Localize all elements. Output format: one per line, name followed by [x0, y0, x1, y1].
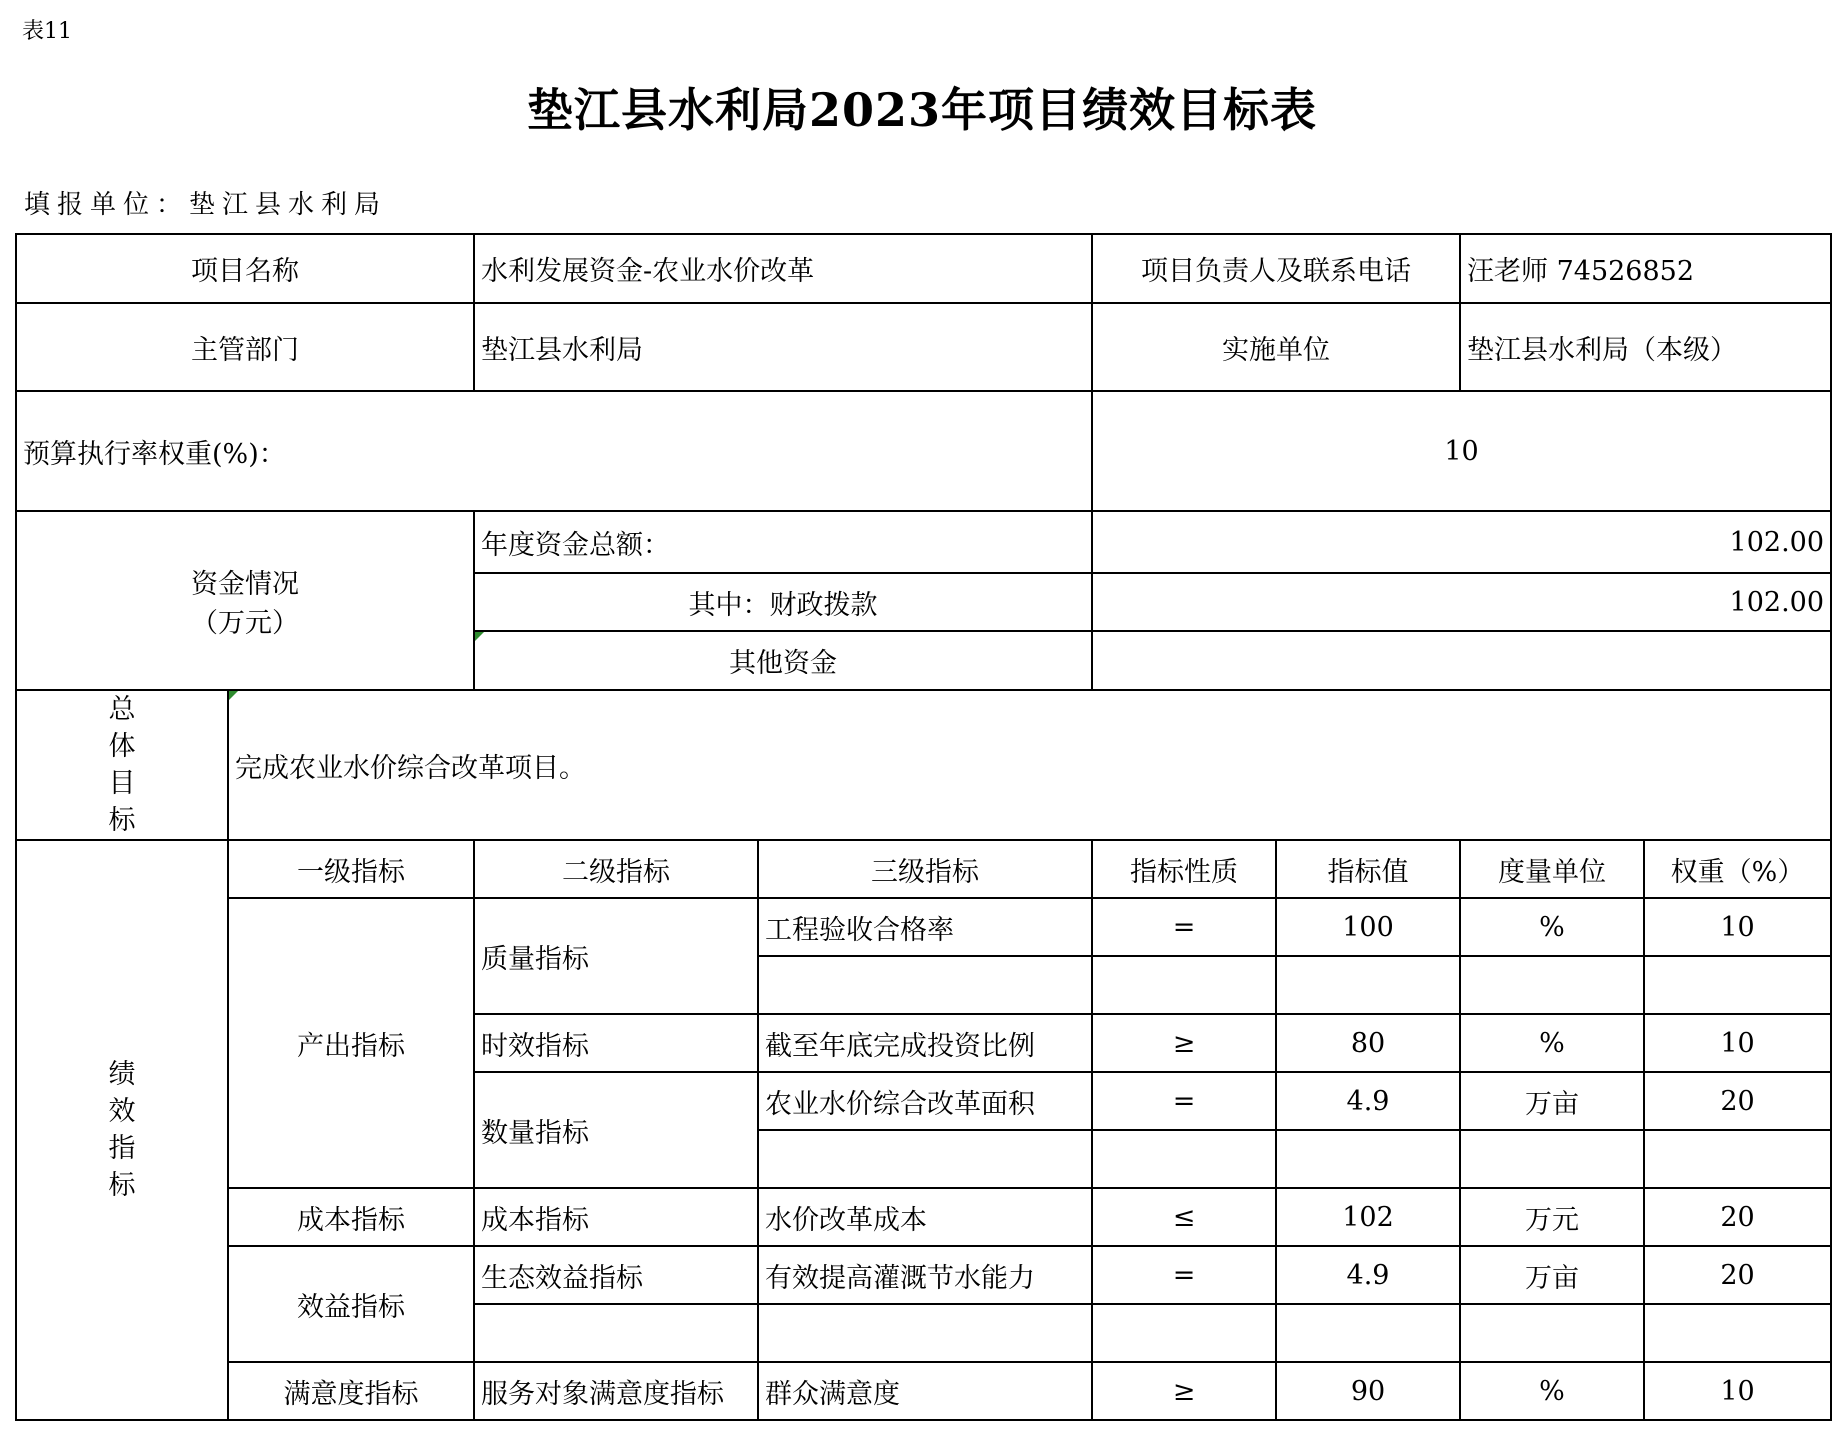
indicator-nature: ≥	[1092, 1014, 1276, 1072]
annual-total-label: 年度资金总额：	[474, 511, 1092, 573]
funds-total-row	[16, 511, 1831, 573]
budget-weight-row	[16, 391, 1831, 511]
fiscal-label: 其中：财政拨款	[474, 573, 1092, 631]
goal-label-char: 体	[108, 731, 136, 762]
indicator-value	[1276, 956, 1460, 1014]
header-unit: 度量单位	[1460, 840, 1644, 898]
table-row	[16, 898, 1831, 956]
level2-timeliness: 时效指标	[474, 1014, 758, 1072]
indicator-value	[1276, 1130, 1460, 1188]
project-name-row	[16, 234, 1831, 303]
goal-text: 完成农业水价综合改革项目。	[228, 690, 1831, 840]
header-level2: 二级指标	[474, 840, 758, 898]
header-nature: 指标性质	[1092, 840, 1276, 898]
header-level3: 三级指标	[758, 840, 1092, 898]
table-row	[16, 1246, 1831, 1304]
indicator-name: 农业水价综合改革面积	[758, 1072, 1092, 1130]
indicators-label	[16, 840, 228, 1420]
indicator-value: 4.9	[1276, 1246, 1460, 1304]
indicator-value: 102	[1276, 1188, 1460, 1246]
indicator-weight: 10	[1644, 1362, 1831, 1420]
indicator-unit	[1460, 1130, 1644, 1188]
indicator-name: 工程验收合格率	[758, 898, 1092, 956]
level1-cost: 成本指标	[228, 1188, 474, 1246]
contact-label: 项目负责人及联系电话	[1092, 234, 1460, 303]
indicator-nature: =	[1092, 1246, 1276, 1304]
indicator-weight	[1644, 1304, 1831, 1362]
level2-cost: 成本指标	[474, 1188, 758, 1246]
indicator-nature	[1092, 1130, 1276, 1188]
indicator-unit: 万元	[1460, 1188, 1644, 1246]
other-funds-value	[1092, 631, 1831, 690]
funds-label-line2: （万元）	[191, 607, 299, 639]
indicator-unit: %	[1460, 1014, 1644, 1072]
indicators-label-char: 标	[108, 1170, 136, 1201]
level2-quality: 质量指标	[474, 898, 758, 1014]
indicator-nature: ≥	[1092, 1362, 1276, 1420]
indicator-value: 4.9	[1276, 1072, 1460, 1130]
header-weight: 权重（%）	[1644, 840, 1831, 898]
impl-label: 实施单位	[1092, 303, 1460, 391]
indicator-value: 90	[1276, 1362, 1460, 1420]
indicator-unit: 万亩	[1460, 1246, 1644, 1304]
indicator-header-row	[16, 840, 1831, 898]
indicator-unit: %	[1460, 1362, 1644, 1420]
indicator-name: 水价改革成本	[758, 1188, 1092, 1246]
indicator-name	[758, 956, 1092, 1014]
indicator-weight	[1644, 956, 1831, 1014]
impl-value: 垫江县水利局（本级）	[1460, 303, 1831, 391]
indicator-weight: 20	[1644, 1072, 1831, 1130]
header-value: 指标值	[1276, 840, 1460, 898]
indicator-weight: 10	[1644, 1014, 1831, 1072]
indicator-name	[758, 1304, 1092, 1362]
indicator-value	[1276, 1304, 1460, 1362]
department-row	[16, 303, 1831, 391]
indicator-value: 80	[1276, 1014, 1460, 1072]
table-row	[16, 1188, 1831, 1246]
level2-empty	[474, 1304, 758, 1362]
header-level1: 一级指标	[228, 840, 474, 898]
funds-label-line1: 资金情况	[191, 568, 299, 600]
indicator-nature: =	[1092, 898, 1276, 956]
indicator-nature: =	[1092, 1072, 1276, 1130]
indicators-label-char: 绩	[108, 1059, 136, 1090]
indicator-unit: 万亩	[1460, 1072, 1644, 1130]
other-funds-label: 其他资金	[474, 631, 1092, 690]
dept-value: 垫江县水利局	[474, 303, 1092, 391]
indicator-unit	[1460, 1304, 1644, 1362]
table-row	[16, 1362, 1831, 1420]
indicator-weight: 20	[1644, 1246, 1831, 1304]
budget-weight-value: 10	[1092, 391, 1831, 511]
indicator-weight	[1644, 1130, 1831, 1188]
document-title: 垫江县水利局2023年项目绩效目标表	[526, 83, 1318, 137]
level1-benefit: 效益指标	[228, 1246, 474, 1362]
dept-label: 主管部门	[16, 303, 474, 391]
indicator-name: 有效提高灌溉节水能力	[758, 1246, 1092, 1304]
goal-label-char: 目	[108, 768, 136, 799]
goal-label-char: 总	[108, 694, 136, 725]
project-name-value: 水利发展资金-农业水价改革	[474, 234, 1092, 303]
reporting-unit: 填报单位：垫江县水利局	[24, 190, 388, 220]
indicator-weight: 20	[1644, 1188, 1831, 1246]
table-number: 表11	[22, 19, 72, 44]
level2-ecology: 生态效益指标	[474, 1246, 758, 1304]
fiscal-value: 102.00	[1092, 573, 1831, 631]
indicator-nature	[1092, 1304, 1276, 1362]
performance-table	[15, 233, 1832, 1421]
indicator-unit	[1460, 956, 1644, 1014]
indicator-unit: %	[1460, 898, 1644, 956]
indicator-nature: ≤	[1092, 1188, 1276, 1246]
indicator-nature	[1092, 956, 1276, 1014]
level1-satisfaction: 满意度指标	[228, 1362, 474, 1420]
level1-output: 产出指标	[228, 898, 474, 1188]
goal-label	[16, 690, 228, 840]
indicator-name: 截至年底完成投资比例	[758, 1014, 1092, 1072]
annual-total-value: 102.00	[1092, 511, 1831, 573]
contact-value: 汪老师 74526852	[1460, 234, 1831, 303]
budget-weight-label: 预算执行率权重(%)：	[16, 391, 1092, 511]
indicators-label-char: 指	[108, 1133, 136, 1164]
project-name-label: 项目名称	[16, 234, 474, 303]
funds-label	[16, 511, 474, 690]
indicators-label-char: 效	[108, 1096, 136, 1127]
level2-quantity: 数量指标	[474, 1072, 758, 1188]
goal-row	[16, 690, 1831, 840]
indicator-name: 群众满意度	[758, 1362, 1092, 1420]
indicator-weight: 10	[1644, 898, 1831, 956]
goal-label-char: 标	[108, 805, 136, 836]
level2-service-satisfaction: 服务对象满意度指标	[474, 1362, 758, 1420]
indicator-name	[758, 1130, 1092, 1188]
indicator-value: 100	[1276, 898, 1460, 956]
